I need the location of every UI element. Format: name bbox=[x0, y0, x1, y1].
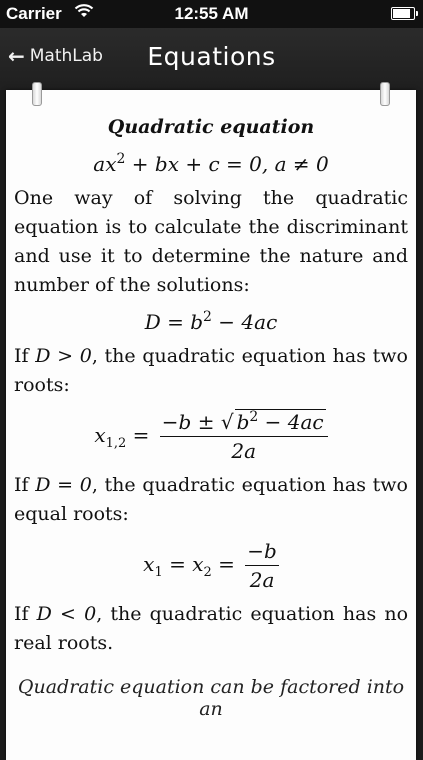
article-heading: Quadratic equation bbox=[107, 116, 315, 138]
paragraph-factoring-partial: Quadratic equation can be factored into an bbox=[17, 676, 405, 720]
paragraph-two-roots bbox=[14, 342, 408, 400]
eq-roots-numerator bbox=[160, 410, 328, 437]
para2-prefix: If bbox=[14, 345, 36, 367]
equation-equal-roots bbox=[14, 539, 408, 592]
paper-clip-left-icon bbox=[32, 82, 42, 106]
eq-general-power: 2 bbox=[116, 151, 126, 167]
eq-equal-x1: x bbox=[143, 552, 155, 576]
page-title: Equations bbox=[147, 42, 276, 71]
status-bar bbox=[0, 0, 423, 28]
back-button-label: MathLab bbox=[29, 46, 103, 66]
eq-disc-rest: − 4ac bbox=[211, 310, 278, 334]
para4-condition: D < 0 bbox=[36, 603, 97, 625]
eq-roots-radicand-base: b bbox=[236, 410, 250, 434]
paragraph-discriminant-intro: One way of solving the quadratic equation is to calculate the discriminant and use it to determine the nature and number of the solutions: bbox=[14, 187, 408, 296]
eq-equal-numerator: −b bbox=[245, 539, 279, 566]
equation-general bbox=[14, 152, 408, 176]
battery-fill bbox=[393, 9, 410, 18]
back-arrow-icon: ← bbox=[8, 44, 25, 68]
eq-roots-fraction bbox=[160, 410, 328, 463]
eq-equal-denominator: 2a bbox=[249, 568, 275, 592]
para3-prefix: If bbox=[14, 474, 36, 496]
equation-discriminant bbox=[14, 310, 408, 334]
eq-roots-num-prefix: −b ± √ bbox=[161, 410, 234, 434]
eq-disc-left: D = b bbox=[144, 310, 204, 334]
eq-equal-sub2: 2 bbox=[203, 565, 212, 580]
eq-roots-equals: = bbox=[126, 423, 150, 447]
para3-suffix: , the quadratic equation has two equal roots: bbox=[14, 474, 408, 525]
paper-sheet[interactable] bbox=[6, 90, 416, 760]
carrier-label: Carrier bbox=[6, 4, 62, 23]
eq-general-a: ax bbox=[93, 152, 117, 176]
status-time: 12:55 AM bbox=[174, 4, 249, 23]
eq-roots-lhs: x bbox=[94, 423, 106, 447]
eq-roots-radicand-power: 2 bbox=[249, 409, 259, 425]
eq-roots-radicand-rest: − 4ac bbox=[258, 410, 324, 434]
paragraph-no-real-roots bbox=[14, 600, 408, 658]
eq-disc-power: 2 bbox=[203, 309, 212, 325]
eq-roots-lhs-sub: 1,2 bbox=[105, 436, 127, 451]
para4-prefix: If bbox=[14, 603, 37, 625]
article-content bbox=[14, 110, 408, 720]
para3-condition: D = 0 bbox=[35, 474, 92, 496]
paper-clip-right-icon bbox=[380, 82, 390, 106]
eq-general-rest: + bx + c = 0, a ≠ 0 bbox=[125, 152, 329, 176]
eq-equal-mid: = x bbox=[162, 552, 204, 576]
para4-suffix: , the quadratic equation has no real roots. bbox=[14, 603, 409, 654]
eq-equal-fraction bbox=[245, 539, 279, 592]
eq-roots-denominator: 2a bbox=[231, 439, 257, 463]
battery-icon bbox=[391, 7, 415, 20]
para2-suffix: , the quadratic equation has two roots: bbox=[14, 345, 408, 396]
para2-condition: D > 0 bbox=[35, 345, 92, 367]
equation-roots bbox=[14, 410, 408, 463]
paragraph-equal-roots bbox=[14, 471, 408, 529]
eq-equal-equals: = bbox=[211, 552, 235, 576]
eq-equal-sub1: 1 bbox=[154, 565, 163, 580]
nav-bar bbox=[0, 28, 423, 90]
